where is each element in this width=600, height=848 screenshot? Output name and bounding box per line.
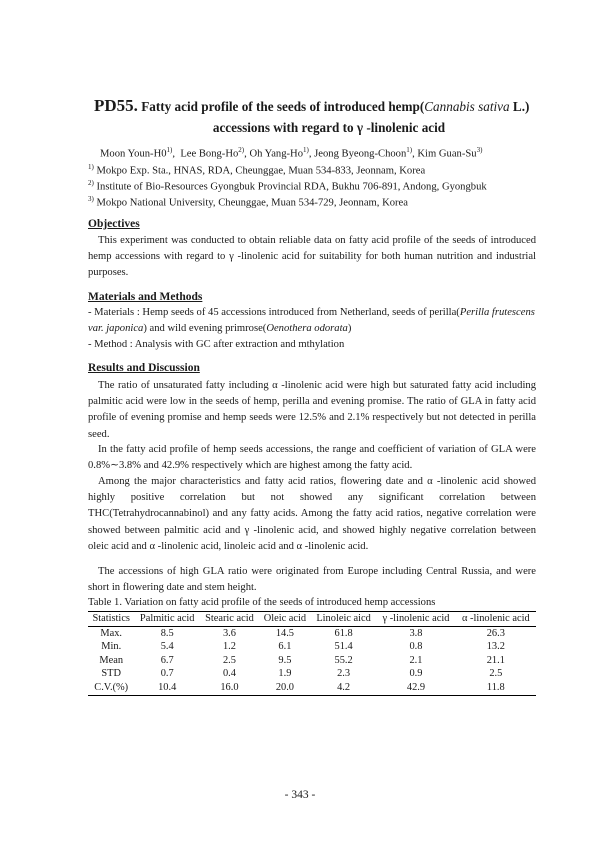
oenothera-species: Oenothera odorata bbox=[266, 323, 348, 335]
table-row bbox=[88, 654, 536, 668]
table-cell: 6.1 bbox=[278, 641, 292, 653]
methods-heading: Materials and Methods bbox=[88, 291, 203, 303]
materials-text-post: ) bbox=[347, 323, 352, 335]
author-list: Moon Youn-H0$^{1)}$, Lee Bong-Ho$^{2)}$, Oh Yang-Ho$^{1)}$, Jeong Byeong-Choon$^{1)}$, Kim Guan-Su$^{3)}$ bbox=[100, 146, 483, 160]
results-heading: Results and Discussion bbox=[88, 362, 200, 374]
table-cell: 10.4 bbox=[134, 681, 199, 695]
objectives-text: This experiment was conducted to obtain reliable data on fatty acid profile of the seeds of introduced hemp accessions with regard to γ -linolenic acid for suitability for both human nutrition and industrial purposes. bbox=[88, 235, 536, 279]
table-row bbox=[88, 681, 536, 695]
author-affil-mark: 1) bbox=[303, 146, 309, 154]
affiliation-text: Institute of Bio-Resources Gyongbuk Provincial RDA, Bukhu 706-891, Andong, Gyongbuk bbox=[93, 181, 487, 193]
table-cell: 11.8 bbox=[456, 681, 536, 695]
table-cell: 0.8 bbox=[409, 641, 423, 653]
table-cell: 21.1 bbox=[486, 654, 505, 666]
results-paragraph-3: Among the major characteristics and fatty acid ratios, flowering date and α -linolenic acid showed highly positive correlation but not showed any significant correlation between THC(Tetrahydrocannabinol) and any fatty acids. Among the fatty acid ratios, negative correlation were showed between palmitic acid and γ -linolenic acid, and showed highly negative correlation between oleic acid and α -linolenic acid, linoleic acid and α -linolenic acid. bbox=[88, 476, 536, 552]
column-header: Palmitic acid bbox=[134, 612, 199, 627]
author-affil-mark: 1) bbox=[166, 146, 173, 154]
table-cell: 0.4 bbox=[222, 668, 236, 680]
table-cell: 42.9 bbox=[376, 681, 455, 695]
column-header: α -linolenic acid bbox=[456, 612, 536, 627]
perilla-species: Perilla frutescens var. japonica bbox=[88, 307, 535, 335]
title-text-pre: Fatty acid profile of the seeds of introduced hemp( bbox=[137, 99, 425, 114]
table-cell: 14.5 bbox=[275, 627, 294, 639]
paper-title-line-2: accessions with regard to γ -linolenic acid bbox=[212, 120, 446, 135]
table-caption: Table 1. Variation on fatty acid profile of the seeds of introduced hemp accessions bbox=[88, 597, 436, 608]
table-cell: Min. bbox=[101, 641, 122, 653]
author-name: Oh Yang-Ho bbox=[249, 148, 304, 160]
table-cell: C.V.(%) bbox=[88, 681, 134, 695]
column-header: γ -linolenic acid bbox=[376, 612, 455, 627]
title-text-post: L.) bbox=[509, 99, 530, 114]
table-cell: 2.1 bbox=[409, 654, 423, 666]
table-cell: 2.5 bbox=[222, 654, 236, 666]
affiliation-3 bbox=[88, 195, 408, 209]
table-cell: 51.4 bbox=[334, 641, 353, 653]
method-item: - Method : Analysis with GC after extraction and mthylation bbox=[88, 339, 345, 350]
author-affil-mark: 3) bbox=[476, 146, 483, 154]
results-paragraph-1: The ratio of unsaturated fatty including α -linolenic acid were high but saturated fatty acid including palmitic acid were low in the seeds of hemp, perilla and evening promise. The ratio of GLA in fatty acid profile of evening promise and hemp seeds were 12.5% and 2.1% respectively but not detected in perilla seed. bbox=[88, 380, 536, 440]
table-cell: Mean bbox=[99, 654, 124, 666]
materials-item bbox=[88, 305, 538, 337]
paper-title-line-1 bbox=[94, 96, 564, 116]
author-name: Lee Bong-Ho bbox=[180, 148, 239, 160]
table-cell: 1.2 bbox=[222, 641, 236, 653]
table-cell: 2.5 bbox=[489, 668, 503, 680]
affiliation-1 bbox=[88, 163, 425, 177]
column-header: Linoleic aicd bbox=[311, 612, 376, 627]
table-cell: 8.5 bbox=[160, 627, 174, 639]
table-cell: STD bbox=[101, 668, 122, 680]
materials-text: - Materials : Hemp seeds of 45 accessions introduced from Netherland, seeds of perilla( bbox=[88, 307, 460, 318]
table-cell: 1.9 bbox=[278, 668, 292, 680]
table-header-row bbox=[88, 612, 536, 627]
author-name: Kim Guan-Su bbox=[417, 148, 477, 160]
affiliation-text: Mokpo Exp. Sta., HNAS, RDA, Cheunggae, Muan 534-833, Jeonnam, Korea bbox=[93, 165, 426, 177]
materials-text-mid: ) and wild evening primrose( bbox=[143, 323, 267, 335]
fatty-acid-table bbox=[88, 611, 536, 696]
column-header: Statistics bbox=[88, 612, 134, 627]
author-affil-mark: 1) bbox=[406, 146, 413, 154]
table-cell: 55.2 bbox=[334, 654, 353, 666]
table-cell: 16.0 bbox=[200, 681, 259, 695]
table-cell: 3.6 bbox=[222, 627, 236, 639]
results-paragraph-4: The accessions of high GLA ratio were originated from Europe including Central Russia, and were short in flowering date and stem height. bbox=[88, 566, 536, 594]
table-cell: 13.2 bbox=[486, 641, 505, 653]
page-number: - 343 - bbox=[284, 789, 316, 801]
title-species: Cannabis sativa bbox=[424, 99, 510, 114]
table-cell: 9.5 bbox=[278, 654, 292, 666]
affiliation-mark: 3) bbox=[88, 195, 94, 203]
table-cell: 61.8 bbox=[334, 627, 353, 639]
table-cell: 2.3 bbox=[337, 668, 351, 680]
table-cell: Max. bbox=[100, 627, 123, 639]
affiliation-text: Mokpo National University, Cheunggae, Muan 534-729, Jeonnam, Korea bbox=[93, 197, 408, 209]
table-row bbox=[88, 667, 536, 681]
author-name: Jeong Byeong-Choon bbox=[314, 148, 407, 160]
author-affil-mark: 2) bbox=[238, 146, 245, 154]
table-row bbox=[88, 640, 536, 654]
column-header: Stearic acid bbox=[200, 612, 259, 627]
table-cell: 20.0 bbox=[259, 681, 311, 695]
table-cell: 4.2 bbox=[311, 681, 376, 695]
column-header: Oleic acid bbox=[259, 612, 311, 627]
results-paragraph-2: In the fatty acid profile of hemp seeds accessions, the range and coefficient of variation of GLA were 0.8%∼3.8% and 42.9% respectively which are highest among the fatty acid. bbox=[88, 444, 536, 472]
abstract-code: PD55. bbox=[94, 96, 138, 115]
table-cell: 0.7 bbox=[160, 668, 174, 680]
table-cell: 5.4 bbox=[160, 641, 174, 653]
affiliation-mark: 1) bbox=[88, 163, 94, 171]
table-row bbox=[88, 626, 536, 640]
table-cell: 0.9 bbox=[409, 668, 423, 680]
objectives-heading: Objectives bbox=[88, 218, 140, 230]
table-cell: 3.8 bbox=[409, 627, 423, 639]
affiliation-mark: 2) bbox=[88, 179, 94, 187]
table-cell: 6.7 bbox=[160, 654, 174, 666]
affiliation-2 bbox=[88, 179, 487, 193]
table-cell: 26.3 bbox=[486, 627, 505, 639]
author-name: Moon Youn-H0 bbox=[100, 148, 167, 160]
